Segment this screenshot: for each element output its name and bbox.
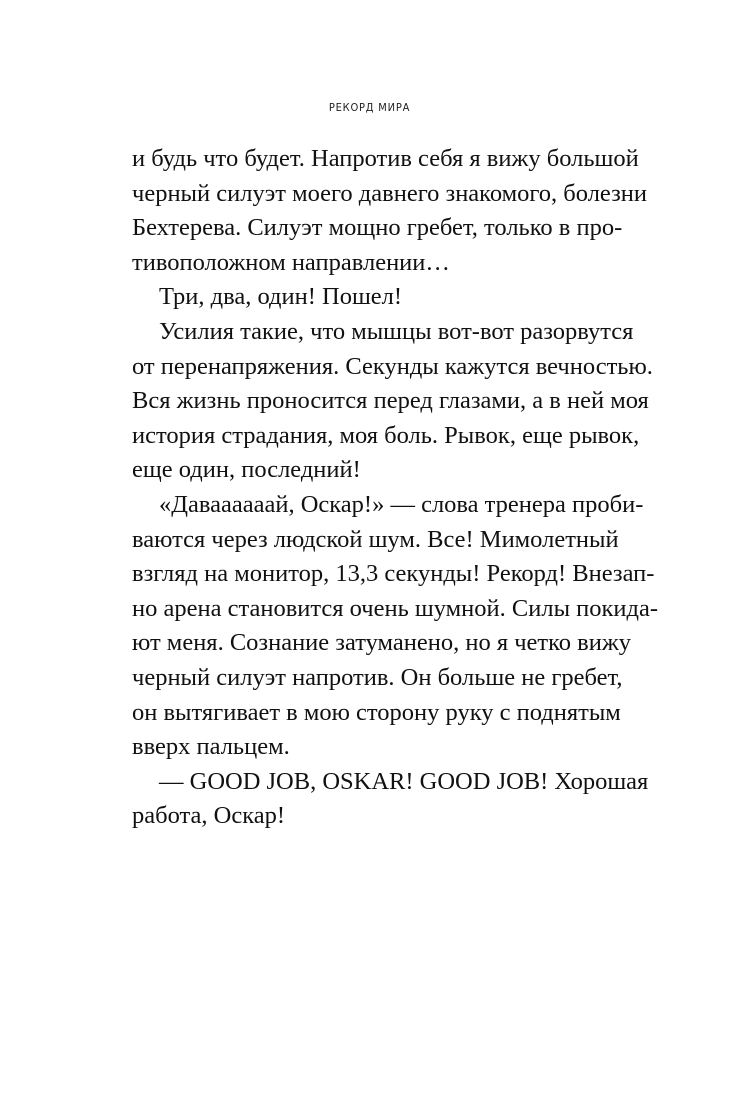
text-line: «Даваааааай, Оскар!» — слова тренера проби-	[159, 490, 644, 518]
text-line: черный силуэт моего давнего знакомого, болезни	[132, 179, 648, 207]
text-line: и будь что будет. Напротив себя я вижу большой	[132, 145, 639, 172]
text-line: вверх пальцем.	[132, 733, 290, 761]
text-line: взгляд на монитор, 13,3 секунды! Рекорд! Внезап-	[132, 560, 655, 588]
paragraph-1	[132, 142, 648, 280]
text-line: ют меня. Сознание затуманено, но я четко вижу	[132, 629, 632, 657]
text-line: еще один, последний!	[132, 456, 361, 484]
text-line: Три, два, один! Пошел!	[159, 283, 403, 311]
text-line: Бехтерева. Силуэт мощно гребет, только в про-	[132, 214, 623, 242]
body-text	[132, 142, 659, 834]
text-line: черный силуэт напротив. Он больше не гребет,	[132, 663, 623, 691]
text-line: — GOOD JOB, OSKAR! GOOD JOB! Хорошая	[159, 767, 649, 795]
paragraph-3	[132, 315, 653, 488]
text-line: ваются через людской шум. Все! Мимолетный	[132, 525, 619, 553]
running-header: РЕКОРД МИРА	[328, 101, 411, 114]
paragraph-4	[132, 488, 659, 765]
paragraph-5	[132, 765, 649, 834]
text-line: работа, Оскар!	[132, 802, 286, 830]
text-line: от перенапряжения. Секунды кажутся вечностью.	[132, 352, 653, 380]
text-line: Усилия такие, что мышцы вот-вот разорвутся	[159, 317, 634, 345]
text-line: история страдания, моя боль. Рывок, еще рывок,	[132, 421, 640, 449]
text-line: он вытягивает в мою сторону руку с поднятым	[132, 698, 621, 726]
paragraph-2	[132, 280, 610, 315]
text-line: тивоположном направлении…	[132, 248, 450, 276]
text-line: но арена становится очень шумной. Силы покида-	[132, 594, 659, 622]
text-line: Вся жизнь проносится перед глазами, а в ней моя	[132, 387, 649, 415]
